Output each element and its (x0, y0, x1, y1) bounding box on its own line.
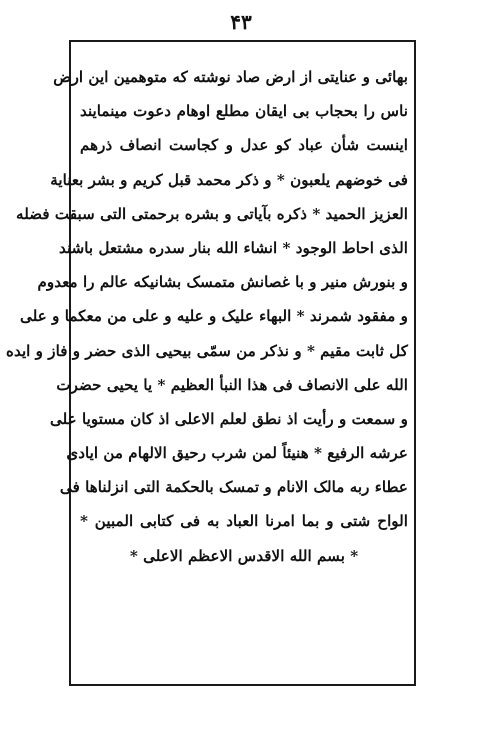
text-line: و سمعت و رأیت اذ نطق لعلم الاعلی اذ کان مستویا علی (49, 409, 408, 428)
text-line: کل ثابت مقیم * و نذکر من سمّی بیحیی الذی حضر و فاز و ایده (6, 341, 408, 360)
page-number: ۴۳ (230, 10, 252, 34)
text-line: ناس را بحجاب بی ایقان مطلع اوهام دعوت مینمایند (80, 102, 408, 121)
text-line: الله علی الانصاف فی هذا النبأ العظیم * یا یحیی حضرت (56, 375, 408, 394)
text-line: عطاء ربه مالک الانام و تمسک بالحکمة التی انزلناها فی (59, 478, 408, 497)
text-line: اینست شأن عباد کو عدل و کجاست انصاف ذرهم (80, 136, 408, 155)
text-line: و بنورش منیر و با غصانش متمسک بشانیکه عالم را معدوم (37, 273, 408, 292)
manuscript-text (6, 60, 408, 676)
text-line: فی خوضهم یلعبون * و ذکر محمد قبل کریم و بشر بعنایة (50, 170, 408, 189)
closing-invocation: * بسم الله الاقدس الاعظم الاعلی * (129, 546, 359, 565)
text-line: الذی احاط الوجود * انشاء الله بنار سدره مشتعل باشند (59, 238, 408, 257)
text-line: العزیز الحمید * ذکره بآیاتی و بشره برحمتی التی سبقت فضله (16, 204, 408, 223)
text-line: و مفقود شمرند * البهاء علیک و علیه و علی من معکما و علی (20, 307, 408, 326)
text-line: بهائی و عنایتی از ارض صاد نوشته که متوهمین این ارض (53, 68, 408, 86)
text-line: الواح شتی و بما امرنا العباد به فی کتابی المبین * (80, 512, 408, 531)
text-line: عرشه الرفیع * هنیئاً لمن شرب رحیق الالهام من ایادی (66, 444, 408, 463)
